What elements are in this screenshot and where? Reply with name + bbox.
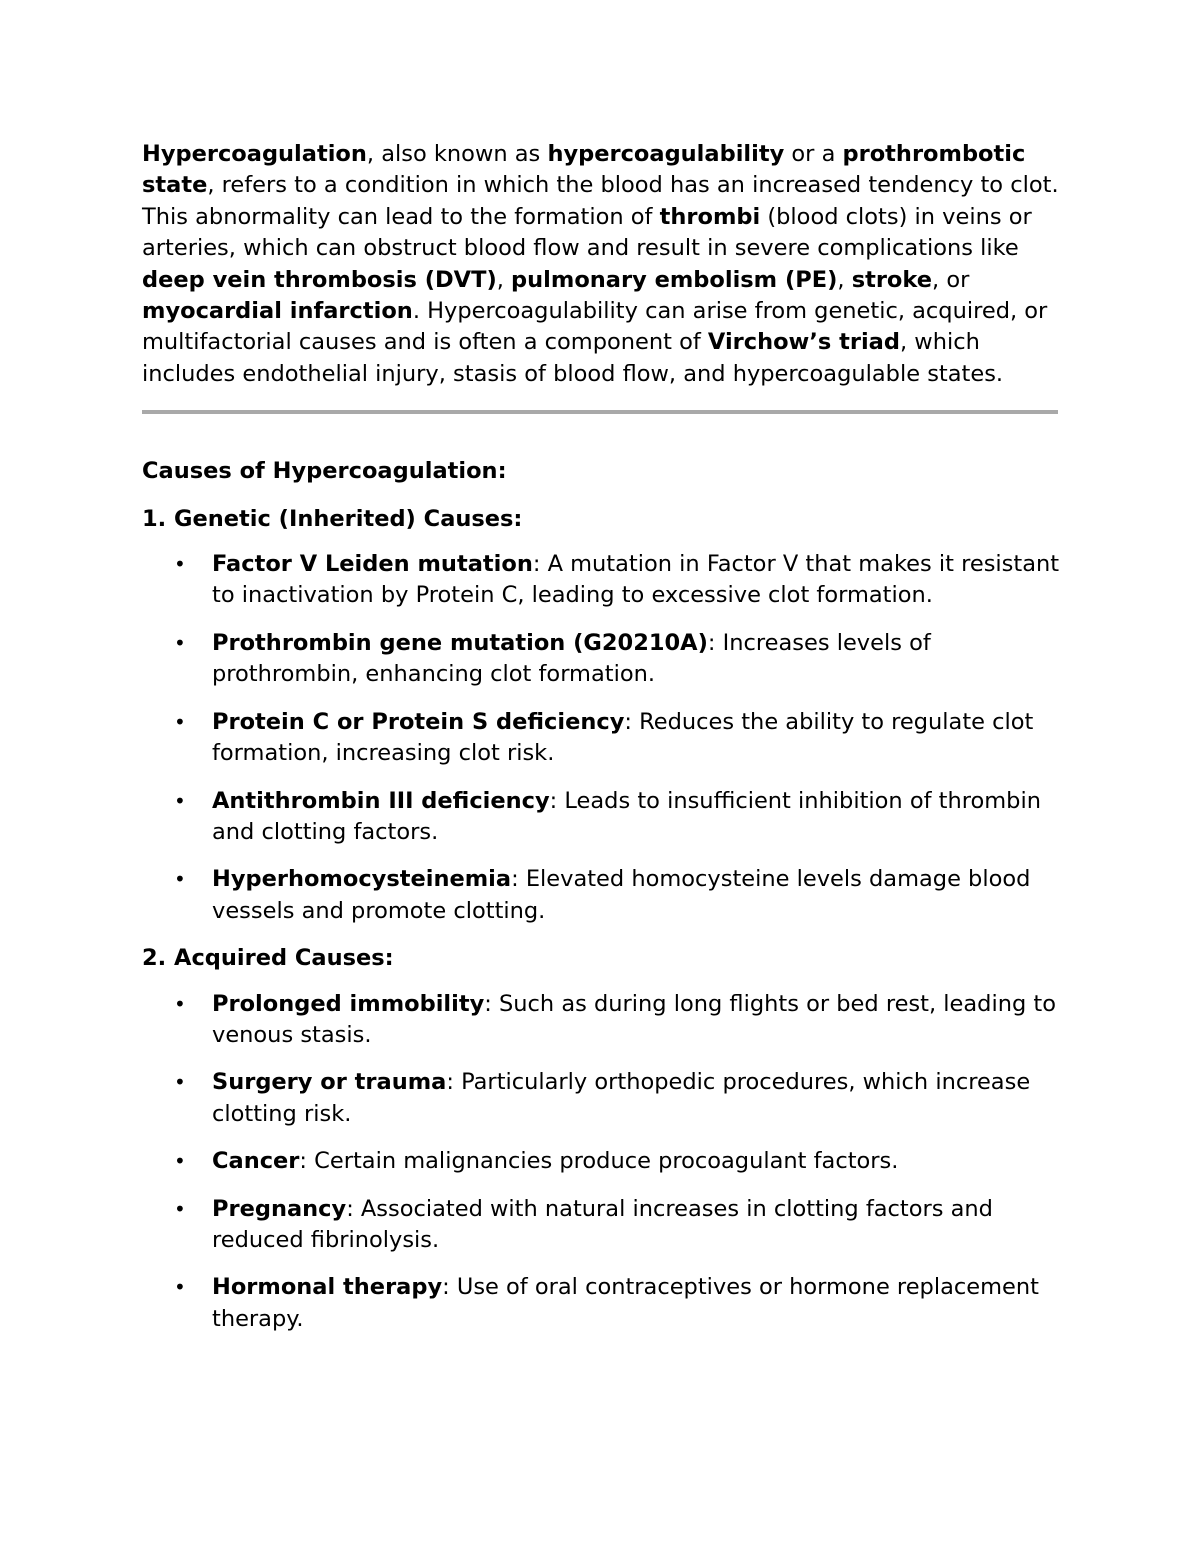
item-description: : Certain malignancies produce procoagulant factors. <box>299 1148 899 1175</box>
list-item <box>142 628 1062 691</box>
acquired-causes-heading: 2. Acquired Causes: <box>142 945 394 972</box>
bullet-icon: • <box>174 1149 186 1174</box>
item-description: : Increases levels of prothrombin, enhancing clot formation. <box>212 629 931 688</box>
list-item <box>142 1272 1062 1335</box>
list-item <box>142 1194 1062 1257</box>
item-term: Protein C or Protein S deficiency <box>212 708 625 735</box>
item-term: Surgery or trauma <box>212 1069 447 1096</box>
list-item <box>142 549 1062 612</box>
list-item <box>142 864 1062 927</box>
intro-term: myocardial infarction <box>142 298 413 325</box>
intro-term: pulmonary embolism (PE) <box>511 266 838 293</box>
bullet-icon: • <box>174 709 186 734</box>
item-description: : Particularly orthopedic procedures, which increase clotting risk. <box>212 1069 1031 1127</box>
item-description: : Such as during long flights or bed rest, leading to venous stasis. <box>212 990 1056 1048</box>
item-term: Factor V Leiden mutation <box>212 551 533 578</box>
item-term: Prolonged immobility <box>212 990 485 1017</box>
horizontal-divider <box>142 410 1058 414</box>
bullet-icon: • <box>174 630 186 655</box>
item-description: : Leads to insufficient inhibition of thrombin and clotting factors. <box>212 787 1041 845</box>
list-item <box>142 989 1062 1052</box>
acquired-causes-list <box>142 989 1062 1336</box>
intro-text: , <box>837 266 852 293</box>
bullet-icon: • <box>174 788 186 813</box>
bullet-icon: • <box>174 991 186 1016</box>
bullet-icon: • <box>174 552 186 577</box>
document-page <box>142 139 1062 1335</box>
intro-term: thrombi <box>659 203 761 230</box>
intro-text: (blood clots) in veins or arteries, which can obstruct blood flow and result in severe complications like <box>142 203 1032 262</box>
list-item <box>142 786 1062 849</box>
item-term: Antithrombin III deficiency <box>212 787 550 814</box>
intro-text: , which includes endothelial injury, stasis of blood flow, and hypercoagulable states. <box>142 329 1004 387</box>
bullet-icon: • <box>174 867 186 892</box>
bullet-icon: • <box>174 1070 186 1095</box>
intro-term: hypercoagulability <box>547 141 785 167</box>
bullet-icon: • <box>174 1196 186 1221</box>
genetic-causes-list <box>142 549 1062 927</box>
intro-text: , or <box>932 266 970 293</box>
item-term: Prothrombin gene mutation (G20210A) <box>212 629 708 656</box>
intro-text: , <box>496 266 512 293</box>
intro-paragraph <box>142 139 1062 390</box>
item-term: Hyperhomocysteinemia <box>212 866 512 893</box>
bullet-icon: • <box>174 1275 186 1300</box>
intro-term: Virchow’s triad <box>707 329 900 356</box>
item-term: Hormonal therapy <box>212 1274 443 1301</box>
item-term: Pregnancy <box>212 1195 347 1222</box>
item-term: Cancer <box>212 1148 300 1175</box>
intro-text: . Hypercoagulability can arise from genetic, acquired, or multifactorial causes and is often a component of <box>142 298 1048 356</box>
intro-term: deep vein thrombosis (DVT) <box>142 266 497 293</box>
item-description: : A mutation in Factor V that makes it resistant to inactivation by Protein C, leading to excessive clot formation. <box>212 551 1060 609</box>
list-item <box>142 707 1062 770</box>
intro-text: or a <box>784 141 843 167</box>
item-description: : Elevated homocysteine levels damage blood vessels and promote clotting. <box>212 866 1031 924</box>
intro-text: , also known as <box>366 141 548 167</box>
item-description: : Use of oral contraceptives or hormone replacement therapy. <box>212 1274 1039 1332</box>
intro-term: Hypercoagulation <box>142 141 367 167</box>
intro-term: prothrombotic state <box>142 141 1026 199</box>
item-description: : Associated with natural increases in clotting factors and reduced fibrinolysis. <box>212 1195 993 1253</box>
list-item <box>142 1146 1062 1177</box>
intro-text: , refers to a condition in which the blood has an increased tendency to clot. This abnormality can lead to the formation of <box>142 172 1059 230</box>
list-item <box>142 1067 1062 1130</box>
intro-term: stroke <box>851 266 933 293</box>
causes-title: Causes of Hypercoagulation: <box>142 458 507 485</box>
item-description: : Reduces the ability to regulate clot formation, increasing clot risk. <box>212 708 1034 767</box>
genetic-causes-heading: 1. Genetic (Inherited) Causes: <box>142 505 523 532</box>
